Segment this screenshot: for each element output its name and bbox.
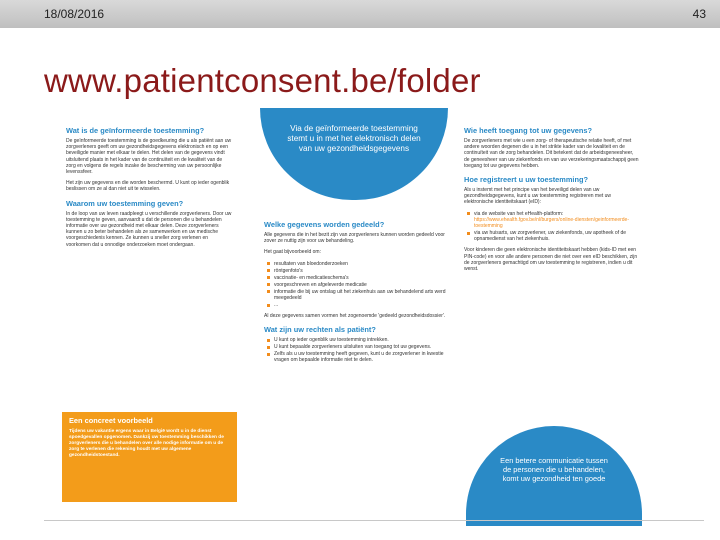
example-box bbox=[62, 412, 237, 502]
text-how-register: Als u instemt met het principe van het beveiligd delen van uw gezondheidsgegevens, kunt u uw toestemming registreren met uw elektronische identiteitskaart (eID): bbox=[464, 187, 612, 206]
list-item: ... bbox=[274, 302, 446, 308]
text-examples-intro: Het gaat bijvoorbeeld om: bbox=[264, 249, 321, 256]
data-examples-list bbox=[264, 261, 446, 308]
header-bar bbox=[0, 0, 720, 28]
register-options-list bbox=[464, 211, 640, 243]
consent-bubble bbox=[260, 108, 448, 200]
rights-list bbox=[264, 337, 446, 363]
register-option-website: via de website van het eHealth-platform: bbox=[474, 210, 564, 217]
ehealth-link: https://www.ehealth.fgov.be/nl/burgers/online-diensten/geinformeerde-toestemming bbox=[474, 216, 629, 230]
list-item: Zelfs als u uw toestemming heeft gegeven, kunt u de zorgverlener in kwestie vragen om bepaalde informatie niet te delen. bbox=[274, 351, 446, 363]
list-item: vaccinatie- en medicatieschema's bbox=[274, 275, 446, 281]
text-children: Voor kinderen die geen elektronische identiteitskaart hebben (kids-ID met een PIN-code) en voor alle andere personen die niet over een eID beschikken, zijn de zorgverleners gemachtigd om uw toestemming te registreren, indien u dit wenst. bbox=[464, 247, 638, 273]
heading-patient-rights: Wat zijn uw rechten als patiënt? bbox=[264, 325, 376, 335]
list-item: U kunt bepaalde zorgverleners uitsluiten van toegang tot uw gegevens. bbox=[274, 344, 446, 350]
text-shared-record: Al deze gegevens samen vormen het zogenoemde 'gedeeld gezondheidsdossier'. bbox=[264, 313, 446, 320]
brochure-right-column bbox=[464, 126, 640, 277]
example-text: Tijdens uw vakantie ergens waar in België wordt u in de dienst spoedgevallen opgenomen. Dankzij uw toestemming beschikken de zorgverleners die u behandelen over alle nodige informatie om u de zorg te verlenen die rekening houdt met uw algemene gezondheidstoestand. bbox=[69, 429, 224, 459]
brochure-image bbox=[62, 108, 642, 526]
slide-date: 18/08/2016 bbox=[44, 7, 105, 21]
heading-who-has-access: Wie heeft toegang tot uw gegevens? bbox=[464, 126, 593, 135]
brochure-middle-column bbox=[264, 220, 446, 369]
text-which-data: Alle gegevens die in het bezit zijn van zorgverleners kunnen worden gedeeld voor zover ze nuttig zijn voor uw behandeling. bbox=[264, 232, 445, 245]
list-item: voorgeschreven en afgeleverde medicatie bbox=[274, 282, 446, 288]
list-item: informatie die bij uw ontslag uit het ziekenhuis aan uw behandelend arts werd meegedeeld bbox=[274, 288, 446, 301]
heading-which-data: Welke gegevens worden gedeeld? bbox=[264, 220, 385, 229]
bottom-divider bbox=[44, 520, 704, 521]
text-why-consent: In de loop van uw leven raadpleegt u verschillende zorgverleners. Door uw toestemming te geven, aanvaardt u dat de personen die u behandelen informatie over uw gezondheid met elkaar delen. Deze zorgverleners kunnen u zo beter behandelen als ze samenwerken en uw medische voorgeschiedenis kennen. Ze kunnen u sneller zorg verlenen en voorkomen dat u onnodige onderzoeken moet ondergaan. bbox=[66, 210, 232, 248]
communication-bubble-text: Een betere communicatie tussen de personen die u behandelen, komt uw gezondheid ten goede bbox=[500, 456, 608, 483]
slide-title: www.patientconsent.be/folder bbox=[44, 62, 481, 99]
text-your-data: Het zijn uw gegevens en die worden beschermd. U kunt op ieder ogenblik beslissen om ze al dan niet uit te wisselen. bbox=[66, 180, 230, 193]
list-item bbox=[474, 211, 640, 230]
consent-bubble-text: Via de geïnformeerde toestemming stemt u in met het elektronisch delen van uw gezondheidsgegevens bbox=[287, 124, 421, 153]
example-heading: Een concreet voorbeeld bbox=[69, 416, 153, 425]
heading-how-register: Hoe registreert u uw toestemming? bbox=[464, 175, 589, 185]
slide-number: 43 bbox=[692, 7, 706, 21]
text-who-has-access: De zorgverleners met wie u een zorg- of therapeutische relatie heeft, of met andere woorden degenen die u in het strikte kader van de kwaliteit en de continuïteit van de zorg behandelen. Dit betekent dat de arbeidsgeneesheer, de geneesheer van uw ziekenfonds en van uw verzekeringsmaatschappij geen toegang tot uw gegevens hebben. bbox=[464, 138, 639, 169]
text-what-is-consent: De geïnformeerde toestemming is de goedkeuring die u als patiënt aan uw zorgverleners geeft om uw gezondheidsgegevens elektronisch en op een beveiligde manier met elkaar te delen. Het delen van de gegevens vindt uitsluitend plaats in het kader van de continuïteit en de kwaliteit van de zorg en volgens de regels inzake de bescherming van uw persoonlijke levenssfeer. bbox=[66, 138, 232, 176]
brochure-left-column bbox=[66, 126, 232, 253]
list-item: U kunt op ieder ogenblik uw toestemming intrekken. bbox=[274, 337, 446, 343]
list-item: via uw huisarts, uw zorgverlener, uw ziekenfonds, uw apotheek of de opnamedienst van het ziekenhuis. bbox=[474, 230, 640, 242]
heading-why-consent: Waarom uw toestemming geven? bbox=[66, 198, 184, 208]
communication-bubble bbox=[466, 426, 642, 526]
heading-what-is-consent: Wat is de geïnformeerde toestemming? bbox=[66, 126, 205, 135]
list-item: resultaten van bloedonderzoeken bbox=[274, 261, 446, 267]
list-item: röntgenfoto's bbox=[274, 268, 446, 274]
